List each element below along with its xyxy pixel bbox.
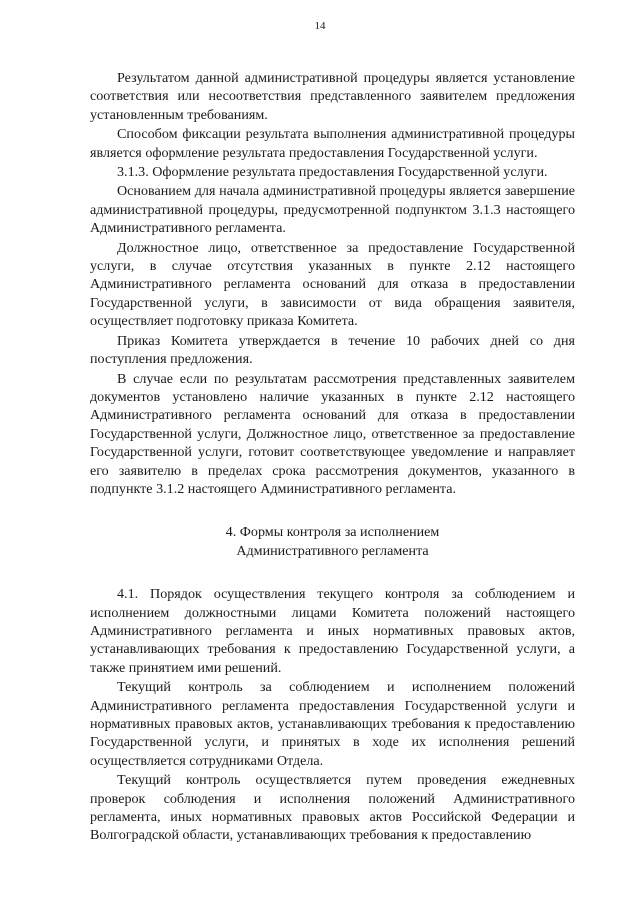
section-heading <box>90 523 575 560</box>
page-number: 14 <box>314 20 326 32</box>
paragraph: В случае если по результатам рассмотрения представленных заявителем документов установлено наличие указанных в пункте 2.12 настоящего Административного регламента оснований для отказа в предоставлении Государственной услуги, Должностное лицо, ответственное за предоставление Государственной услуги, готовит соответствующее уведомление и направляет его заявителю в пределах срока рассмотрения документов, указанного в подпункте 3.1.2 настоящего Административного регламента. <box>90 370 575 497</box>
document-body <box>90 69 575 845</box>
paragraph: 3.1.3. Оформление результата предоставления Государственной услуги. <box>117 164 548 181</box>
paragraph: Способом фиксации результата выполнения административной процедуры является оформление результата предоставления Государственной услуги. <box>90 126 575 161</box>
paragraph: Должностное лицо, ответственное за предоставление Государственной услуги, в случае отсутствия указанных в пункте 2.12 настоящего Административного регламента оснований для отказа в предоставлении Государственной услуги, в зависимости от вида обращения заявителя, осуществляет подготовку приказа Комитета. <box>90 239 575 330</box>
paragraph: 4.1. Порядок осуществления текущего контроля за соблюдением и исполнением должностными лицами Комитета положений настоящего Административного регламента и иных нормативных правовых актов, устанавливающих требования к предоставлению Государственной услуги, а также принятием ими решений. <box>90 586 575 676</box>
paragraph: Приказ Комитета утверждается в течение 10 рабочих дней со дня поступления предложения. <box>90 332 575 368</box>
paragraph: Основанием для начала административной процедуры является завершение административной процедуры, предусмотренной подпунктом 3.1.3 настоящего Административного регламента. <box>90 183 575 237</box>
paragraph: Текущий контроль осуществляется путем проведения ежедневных проверок соблюдения и исполнения положений Административного регламента, иных нормативных правовых актов Российской Федерации и Волгоградской области, устанавливающих требования к предоставлению <box>90 772 575 844</box>
paragraph: Текущий контроль за соблюдением и исполнением положений Административного регламента предоставления Государственной услуги и нормативных правовых актов, устанавливающих требования к предоставлению Государственной услуги, и принятых в ходе их исполнения решений осуществляется сотрудниками Отдела. <box>90 679 575 769</box>
section-heading-line: 4. Формы контроля за исполнением <box>225 524 440 541</box>
paragraph: Результатом данной административной процедуры является установление соответствия или несоответствия представленного заявителем предложения установленным требованиям. <box>90 70 575 123</box>
section-heading-line: Административного регламента <box>236 542 429 559</box>
